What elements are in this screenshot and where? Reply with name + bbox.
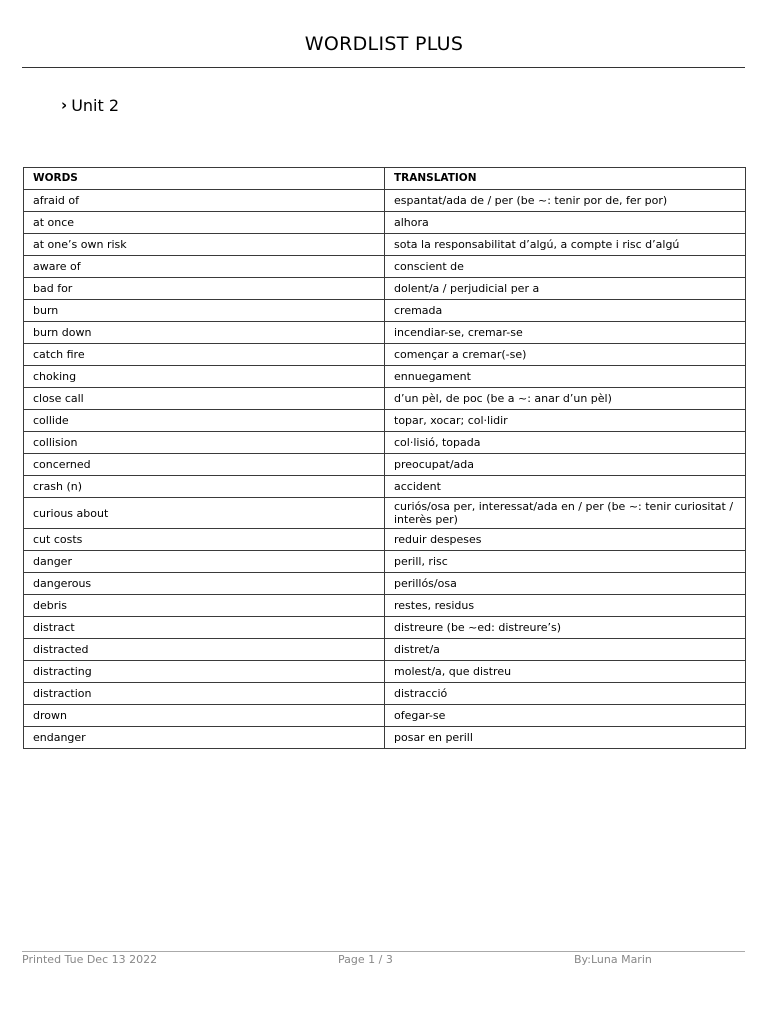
table-row — [24, 683, 746, 705]
word-cell: afraid of — [24, 190, 385, 212]
word-cell: curious about — [24, 498, 385, 529]
table-row — [24, 595, 746, 617]
word-cell: bad for — [24, 278, 385, 300]
translation-cell: perillós/osa — [385, 573, 746, 595]
word-cell: endanger — [24, 727, 385, 749]
table-row — [24, 727, 746, 749]
translation-cell: distret/a — [385, 639, 746, 661]
translation-cell: topar, xocar; col·lidir — [385, 410, 746, 432]
translation-cell: curiós/osa per, interessat/ada en / per (be ~: tenir curiositat / interès per) — [385, 498, 746, 529]
translation-cell: espantat/ada de / per (be ~: tenir por de, fer por) — [385, 190, 746, 212]
unit-label: Unit 2 — [71, 96, 120, 115]
translation-cell: restes, residus — [385, 595, 746, 617]
table-row — [24, 366, 746, 388]
wordlist-table — [23, 167, 746, 749]
table-row — [24, 344, 746, 366]
word-cell: drown — [24, 705, 385, 727]
translation-cell: accident — [385, 476, 746, 498]
translation-cell: incendiar-se, cremar-se — [385, 322, 746, 344]
translation-cell: distracció — [385, 683, 746, 705]
table-row — [24, 322, 746, 344]
translation-cell: ofegar-se — [385, 705, 746, 727]
word-cell: burn — [24, 300, 385, 322]
word-cell: crash (n) — [24, 476, 385, 498]
word-cell: concerned — [24, 454, 385, 476]
word-cell: danger — [24, 551, 385, 573]
table-row — [24, 432, 746, 454]
table-row — [24, 190, 746, 212]
table-row — [24, 212, 746, 234]
word-cell: at once — [24, 212, 385, 234]
translation-cell: sota la responsabilitat d’algú, a compte i risc d’algú — [385, 234, 746, 256]
table-header-row — [24, 168, 746, 190]
page-title: WORDLIST PLUS — [304, 33, 464, 55]
table-row — [24, 617, 746, 639]
translation-cell: començar a cremar(-se) — [385, 344, 746, 366]
column-header-translation: TRANSLATION — [385, 168, 746, 190]
translation-cell: ennuegament — [385, 366, 746, 388]
printed-date: Printed Tue Dec 13 2022 — [22, 953, 158, 966]
table-row — [24, 300, 746, 322]
word-cell: aware of — [24, 256, 385, 278]
word-cell: distracting — [24, 661, 385, 683]
word-cell: debris — [24, 595, 385, 617]
translation-cell: conscient de — [385, 256, 746, 278]
word-cell: close call — [24, 388, 385, 410]
word-cell: at one’s own risk — [24, 234, 385, 256]
column-header-words: WORDS — [24, 168, 385, 190]
table-row — [24, 498, 746, 529]
table-row — [24, 410, 746, 432]
word-cell: burn down — [24, 322, 385, 344]
word-cell: collision — [24, 432, 385, 454]
author-credit: By:Luna Marin — [574, 953, 652, 966]
table-row — [24, 705, 746, 727]
translation-cell: molest/a, que distreu — [385, 661, 746, 683]
table-row — [24, 639, 746, 661]
word-cell: collide — [24, 410, 385, 432]
word-cell: dangerous — [24, 573, 385, 595]
table-row — [24, 476, 746, 498]
word-cell: distraction — [24, 683, 385, 705]
table-row — [24, 256, 746, 278]
word-cell: distracted — [24, 639, 385, 661]
table-row — [24, 551, 746, 573]
table-row — [24, 234, 746, 256]
header-divider — [22, 67, 745, 68]
translation-cell: alhora — [385, 212, 746, 234]
table-row — [24, 278, 746, 300]
translation-cell: preocupat/ada — [385, 454, 746, 476]
unit-heading — [61, 96, 119, 115]
word-cell: choking — [24, 366, 385, 388]
translation-cell: distreure (be ~ed: distreure’s) — [385, 617, 746, 639]
table-row — [24, 573, 746, 595]
page-number: Page 1 / 3 — [338, 953, 393, 966]
table-row — [24, 529, 746, 551]
translation-cell: d’un pèl, de poc (be a ~: anar d’un pèl) — [385, 388, 746, 410]
translation-cell: posar en perill — [385, 727, 746, 749]
table-row — [24, 388, 746, 410]
word-cell: cut costs — [24, 529, 385, 551]
footer-divider — [22, 951, 745, 952]
table-row — [24, 454, 746, 476]
translation-cell: reduir despeses — [385, 529, 746, 551]
translation-cell: col·lisió, topada — [385, 432, 746, 454]
word-cell: distract — [24, 617, 385, 639]
translation-cell: cremada — [385, 300, 746, 322]
chevron-right-icon: › — [61, 96, 68, 114]
translation-cell: dolent/a / perjudicial per a — [385, 278, 746, 300]
translation-cell: perill, risc — [385, 551, 746, 573]
word-cell: catch fire — [24, 344, 385, 366]
table-row — [24, 661, 746, 683]
